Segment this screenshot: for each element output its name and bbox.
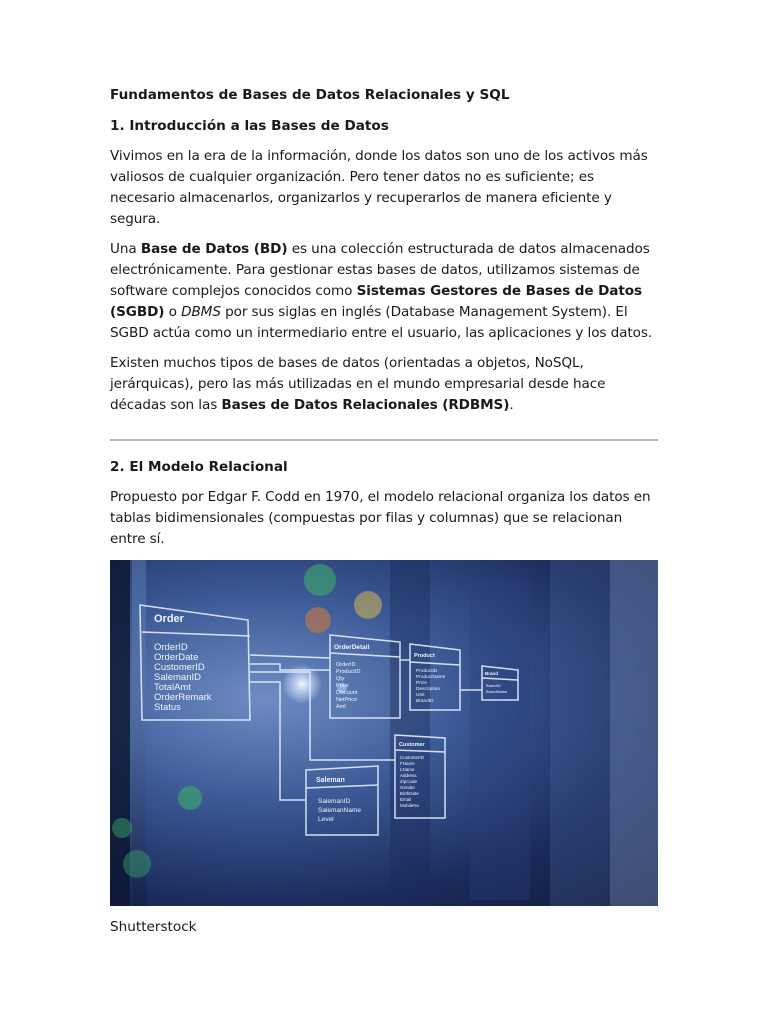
field-label: ZipCode: [400, 779, 418, 784]
order-fields: [154, 642, 212, 713]
field-label: OrderID: [336, 662, 356, 668]
field-label: Address: [400, 773, 417, 778]
field-label: CustomerID: [400, 755, 425, 760]
saleman-fields: [318, 798, 361, 823]
field-label: Description: [416, 687, 440, 692]
image-caption: Shutterstock: [110, 919, 197, 935]
section-1-paragraph-2: [110, 239, 658, 344]
product-table-title: Product: [414, 653, 435, 659]
field-label: OrderDate: [154, 652, 199, 663]
customer-table-title: Customer: [399, 742, 425, 748]
field-label: Status: [154, 702, 181, 713]
text-run: es una colección estructurada de datos almacenados electrónicamente. Para gestionar estas bases de datos, utilizamos sistemas de software complejos conocidos como: [110, 241, 650, 299]
section-1-paragraph-1: Vivimos en la era de la información, donde los datos son uno de los activos más valiosos de cualquier organización. Pero tener datos no es suficiente; es necesario almacenarlos, organizarlos y recuperarlos de manera eficiente y segura.: [110, 148, 648, 227]
field-label: ProductID: [416, 669, 438, 674]
section-2-paragraph-1: Propuesto por Edgar F. Codd en 1970, el modelo relacional organiza los datos en tablas bidimensionales (compuestas por filas y columnas) que se relacionan entre sí.: [110, 489, 651, 547]
section-2-heading: 2. El Modelo Relacional: [110, 459, 288, 475]
field-label: ProductID: [336, 669, 361, 675]
field-label: Price: [336, 683, 349, 689]
text-run: o: [164, 304, 182, 320]
section-1-paragraph-3: [110, 353, 658, 416]
field-label: ProductName: [416, 675, 446, 680]
field-label: Unit: [416, 693, 425, 698]
field-label: Amt: [336, 704, 346, 710]
document-title: Fundamentos de Bases de Datos Relacionales y SQL: [110, 87, 510, 103]
field-label: SalemanName: [318, 807, 361, 814]
bold-run: Sistemas Gestores de Bases de Datos (SGBD): [110, 283, 642, 320]
italic-run: DBMS: [181, 304, 221, 320]
orderdetail-fields: [336, 662, 360, 710]
bold-run: Bases de Datos Relacionales (RDBMS): [221, 397, 510, 413]
field-label: Discount: [336, 690, 358, 696]
orderdetail-table-title: OrderDetail: [334, 644, 370, 651]
field-label: SalemanID: [318, 798, 351, 805]
order-table-title: Order: [154, 613, 184, 625]
section-1-heading: 1. Introducción a las Bases de Datos: [110, 118, 389, 134]
text-run: Existen muchos tipos de bases de datos (orientadas a objetos, NoSQL, jerárquicas), pero las más utilizadas en el mundo empresarial desde hace décadas son las: [110, 355, 606, 413]
field-label: Qty: [336, 676, 345, 682]
horizontal-divider: [110, 439, 658, 441]
field-label: Gender: [400, 785, 416, 790]
brand-table-title: Brand: [485, 671, 499, 676]
field-label: OrderRemark: [154, 692, 212, 703]
field-label: Email: [400, 797, 412, 802]
database-schema-illustration: [110, 560, 658, 906]
field-label: MobileNo: [400, 803, 420, 808]
field-label: BrandName: [486, 689, 508, 694]
field-label: BrandID: [416, 699, 434, 704]
field-label: NetPrice: [336, 697, 358, 703]
text-run: .: [509, 397, 514, 413]
document-content: [110, 85, 658, 937]
field-label: LName: [400, 767, 415, 772]
field-label: Price: [416, 681, 427, 686]
field-label: SalemanID: [154, 672, 201, 683]
text-run: Una: [110, 241, 141, 257]
field-label: Level: [318, 816, 334, 823]
field-label: CustomerID: [154, 662, 205, 673]
field-label: TotalAmt: [154, 682, 191, 693]
bold-run: Base de Datos (BD): [140, 241, 288, 257]
field-label: BirthDate: [400, 791, 419, 796]
saleman-table-title: Saleman: [316, 777, 345, 784]
field-label: FName: [400, 761, 415, 766]
relational-model-image: [110, 560, 658, 906]
field-label: OrderID: [154, 642, 188, 653]
text-run: por sus siglas en inglés (Database Management System). El SGBD actúa como un intermediario entre el usuario, las aplicaciones y los datos.: [110, 304, 653, 341]
field-label: BrandID: [486, 683, 501, 688]
